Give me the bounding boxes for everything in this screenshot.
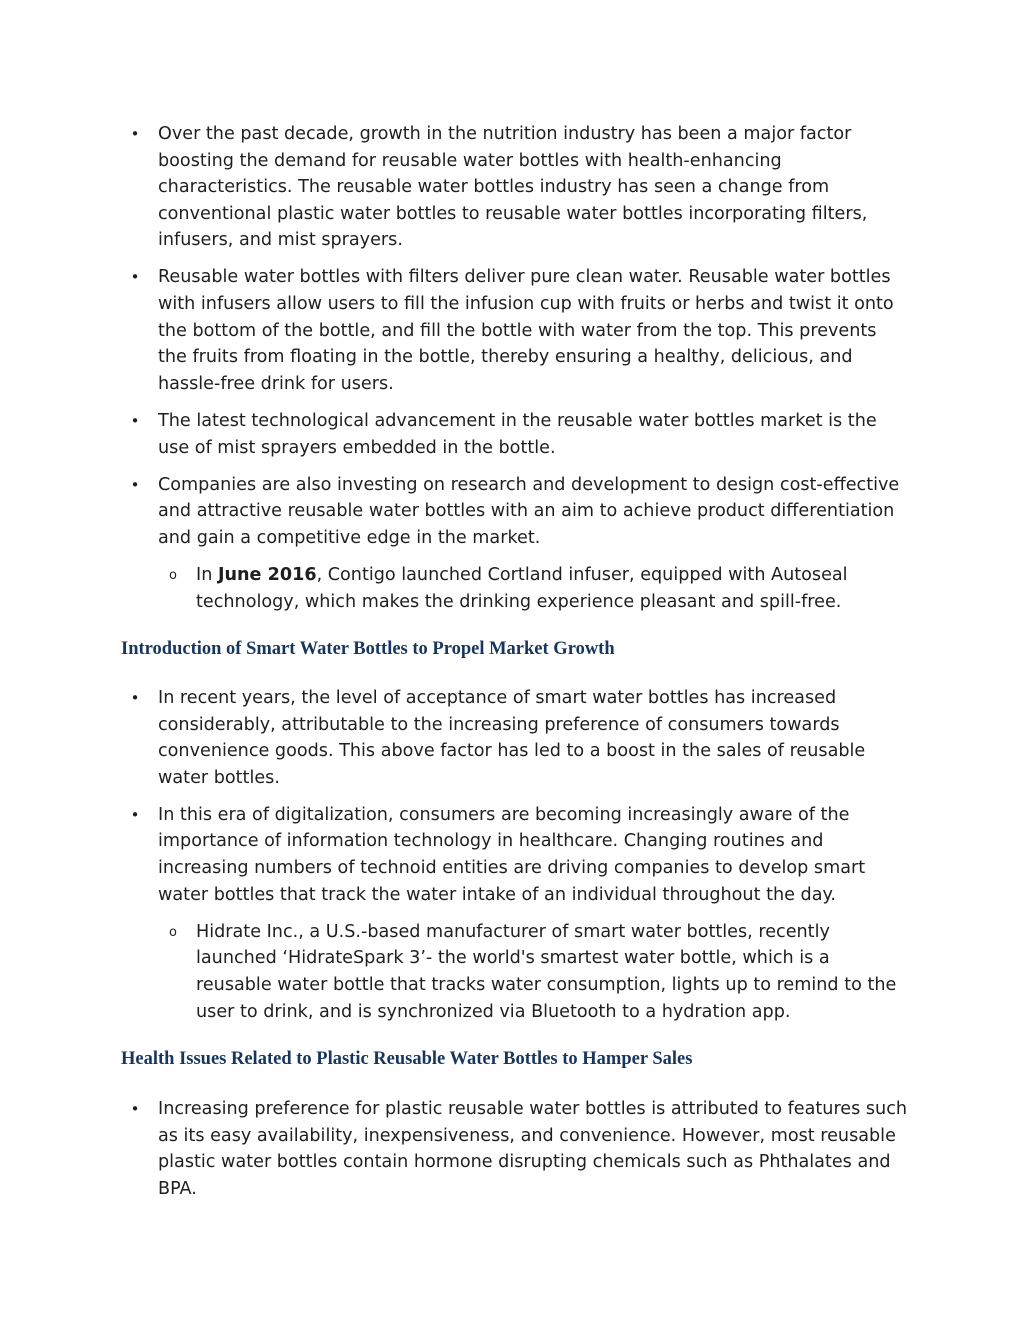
bullet-marker: • (130, 805, 140, 824)
bullet-list (0, 1096, 1024, 1202)
section-smart-bottles (0, 685, 1024, 1035)
sub-bullet-list (0, 919, 1024, 1025)
list-item-text: Reusable water bottles with filters deliver pure clean water. Reusable water bottles with infusers allow users to fill the infusion cup with fruits or herbs and twist it onto the bottom of the bottle, and fill the bottle with water from the top. This prevents the fruits from floating in the bottle, thereby ensuring a healthy, delicious, and hassle-free drink for users. (158, 267, 894, 394)
bullet-marker: • (130, 689, 140, 707)
sub-bullet-marker: o (169, 924, 177, 940)
bullet-marker: • (130, 268, 140, 287)
sub-item-prefix: In (196, 564, 218, 585)
sub-item-text: , Contigo launched Cortland infuser, equipped with Autoseal technology, which makes the drinking experience pleasant and spill-free. (196, 564, 848, 612)
sub-bullet-marker: o (169, 567, 177, 583)
sub-list-item (0, 562, 910, 615)
bullet-marker: • (130, 411, 140, 430)
section-product-innovation (0, 121, 1024, 625)
sub-bullet-list (0, 562, 1024, 615)
bullet-marker: • (130, 1100, 140, 1118)
list-item-text: In recent years, the level of acceptance of smart water bottles has increased considerably, attributable to the increasing preference of consumers towards convenience goods. This above factor has led to a boost in the sales of reusable water bottles. (158, 688, 866, 788)
section-heading-health-issues: Health Issues Related to Plastic Reusable Water Bottles to Hamper Sales (121, 1049, 693, 1069)
sub-list-item (0, 919, 910, 1025)
list-item-text: Increasing preference for plastic reusable water bottles is attributed to features such as its easy availability, inexpensiveness, and convenience. However, most reusable plastic water bottles contain hormone disrupting chemicals such as Phthalates and BPA. (158, 1099, 908, 1199)
list-item (0, 408, 910, 461)
list-item-text: Companies are also investing on research and development to design cost-effective and attractive reusable water bottles with an aim to achieve product differentiation and gain a competitive edge in the market. (158, 474, 900, 548)
bullet-marker: • (130, 125, 140, 143)
bullet-marker: • (130, 475, 140, 494)
list-item (0, 802, 910, 908)
list-item (0, 121, 910, 254)
sub-item-text: Hidrate Inc., a U.S.-based manufacturer of smart water bottles, recently launched ‘HidrateSpark 3’- the world's smartest water bottle, which is a reusable water bottle that tracks water consumption, lights up to remind to the user to drink, and is synchronized via Bluetooth to a hydration app. (196, 921, 897, 1022)
list-item (0, 264, 910, 397)
sub-item-date: June 2016 (217, 564, 317, 585)
bullet-list (0, 121, 1024, 551)
list-item (0, 472, 910, 552)
list-item-text: In this era of digitalization, consumers are becoming increasingly aware of the importance of information technology in healthcare. Changing routines and increasing numbers of technoid entities are driving companies to develop smart water bottles that track the water intake of an individual throughout the day. (158, 804, 866, 905)
list-item (0, 1096, 910, 1202)
list-item (0, 685, 910, 791)
section-health-issues (0, 1096, 1024, 1213)
list-item-text: Over the past decade, growth in the nutrition industry has been a major factor boosting the demand for reusable water bottles with health-enhancing characteristics. The reusable water bottles industry has seen a change from conventional plastic water bottles to reusable water bottles incorporating filters, infusers, and mist sprayers. (158, 124, 868, 251)
list-item-text: The latest technological advancement in the reusable water bottles market is the use of mist sprayers embedded in the bottle. (158, 410, 877, 458)
bullet-list (0, 685, 1024, 908)
section-heading-smart-bottles: Introduction of Smart Water Bottles to Propel Market Growth (121, 639, 615, 659)
